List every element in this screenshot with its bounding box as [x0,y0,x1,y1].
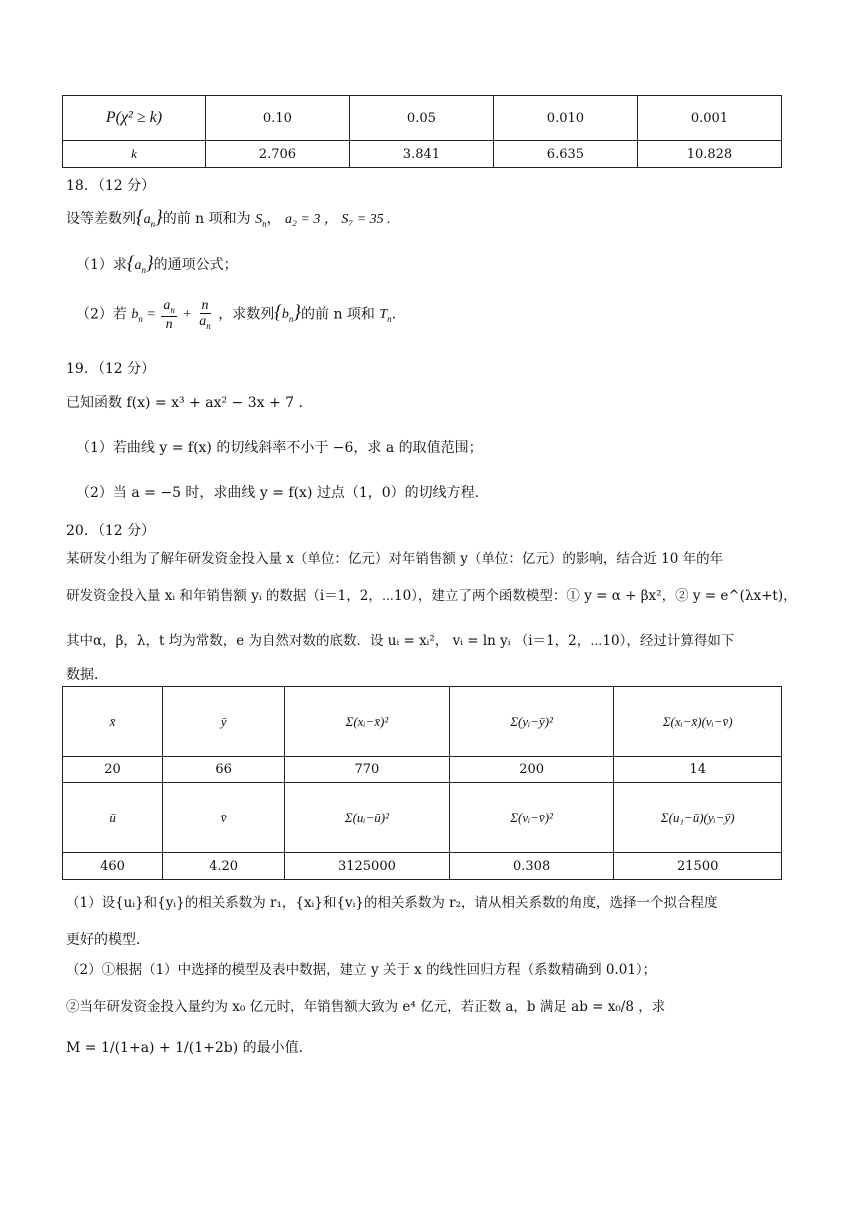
table-cell: 66 [163,757,285,783]
q20-heading: 20．（12 分） [66,523,156,539]
table-header-cell: Σ(xᵢ−x̄)² [285,687,450,757]
table-cell: 0.010 [493,96,637,141]
table-header-cell: Σ(vᵢ−v̄)² [449,783,614,853]
table-header-cell: P(χ² ≥ k) [63,96,206,141]
table-header-cell: v̄ [163,783,285,853]
table-cell: 0.05 [349,96,493,141]
q19-stem: 已知函数 f(x) = x³ + ax² − 3x + 7 . [66,395,303,411]
table-cell: 0.001 [637,96,781,141]
q20-stem-line3: 其中α，β，λ，t 均为常数，e 为自然对数的底数．设 uᵢ = xᵢ²， vᵢ = ln yᵢ （i＝1，2，⋯10），经过计算得如下 [66,633,735,649]
table-cell: 200 [449,757,614,783]
chi-square-table [62,95,782,168]
table-cell: 21500 [614,853,782,880]
q19-part1: （1）若曲线 y = f(x) 的切线斜率不小于 −6，求 a 的取值范围； [76,440,483,456]
table-cell: 0.308 [449,853,614,880]
table-cell: 3.841 [349,141,493,168]
table-header-cell: ū [63,783,163,853]
q20-part2-line3: M = 1/(1+a) + 1/(1+2b) 的最小值. [66,1040,304,1056]
table-cell: 460 [63,853,163,880]
table-cell: 6.635 [493,141,637,168]
table-cell: 3125000 [285,853,450,880]
table-header-cell: x̄ [63,687,163,757]
q20-part2-line1: （2）①根据（1）中选择的模型及表中数据，建立 y 关于 x 的线性回归方程（系数精确到 0.01）； [66,962,657,978]
q20-stem-line1: 某研发小组为了解年研发资金投入量 x（单位：亿元）对年销售额 y（单位：亿元）的影响，结合近 10 年的年 [66,551,724,567]
table-row [63,757,782,783]
table-header-cell: Σ(xᵢ−x̄)(vᵢ−v̄) [614,687,782,757]
table-cell: 10.828 [637,141,781,168]
table-row [63,96,782,141]
q20-stem-line2: 研发资金投入量 xᵢ 和年销售额 yᵢ 的数据（i＝1，2，⋯10），建立了两个函数模型：① y = α + βx²，② y = e^(λx+t)， [66,588,797,604]
table-header-cell: Σ(u₁−ū)(yᵢ−ȳ) [614,783,782,853]
table-header-cell: ȳ [163,687,285,757]
q20-data-table [62,686,782,880]
table-cell: 2.706 [205,141,349,168]
table-row [63,141,782,168]
table-cell: 770 [285,757,450,783]
q20-part2-line2: ②当年研发资金投入量约为 x₀ 亿元时，年销售额大致为 e⁴ 亿元，若正数 a，b 满足 ab = x₀/8 ，求 [66,999,666,1015]
q20-part1-line2: 更好的模型． [66,932,150,948]
table-cell: 4.20 [163,853,285,880]
q18-part2: （2）若 $b_n$ = $\frac{a_n}{n}$ + $\frac{n}{a_n}$ ，求数列$\{b_n\}$的前 n 项和 $T_n$. [76,298,397,332]
table-row [63,853,782,880]
table-header-cell: Σ(yᵢ−ȳ)² [449,687,614,757]
q18-heading: 18．（12 分） [66,178,156,194]
table-header-cell: k [63,141,206,168]
table-header-cell: Σ(uᵢ−ū)² [285,783,450,853]
q20-stem-line4: 数据． [66,667,108,683]
table-cell: 14 [614,757,782,783]
table-row [63,687,782,757]
q18-part1: （1）求$\{a_n\}$的通项公式； [76,253,238,275]
q18-stem: 设等差数列$\{a_n\}$的前 n 项和为 $S_n$， a₂ = 3 ， S₇ = 35 . [66,207,391,229]
table-cell: 20 [63,757,163,783]
q20-part1-line1: （1）设{uᵢ}和{yᵢ}的相关系数为 r₁，{xᵢ}和{vᵢ}的相关系数为 r₂，请从相关系数的角度，选择一个拟合程度 [66,895,718,911]
q19-part2: （2）当 a = −5 时，求曲线 y = f(x) 过点（1，0）的切线方程. [76,485,480,501]
q19-heading: 19．（12 分） [66,361,156,377]
table-row [63,783,782,853]
table-cell: 0.10 [205,96,349,141]
